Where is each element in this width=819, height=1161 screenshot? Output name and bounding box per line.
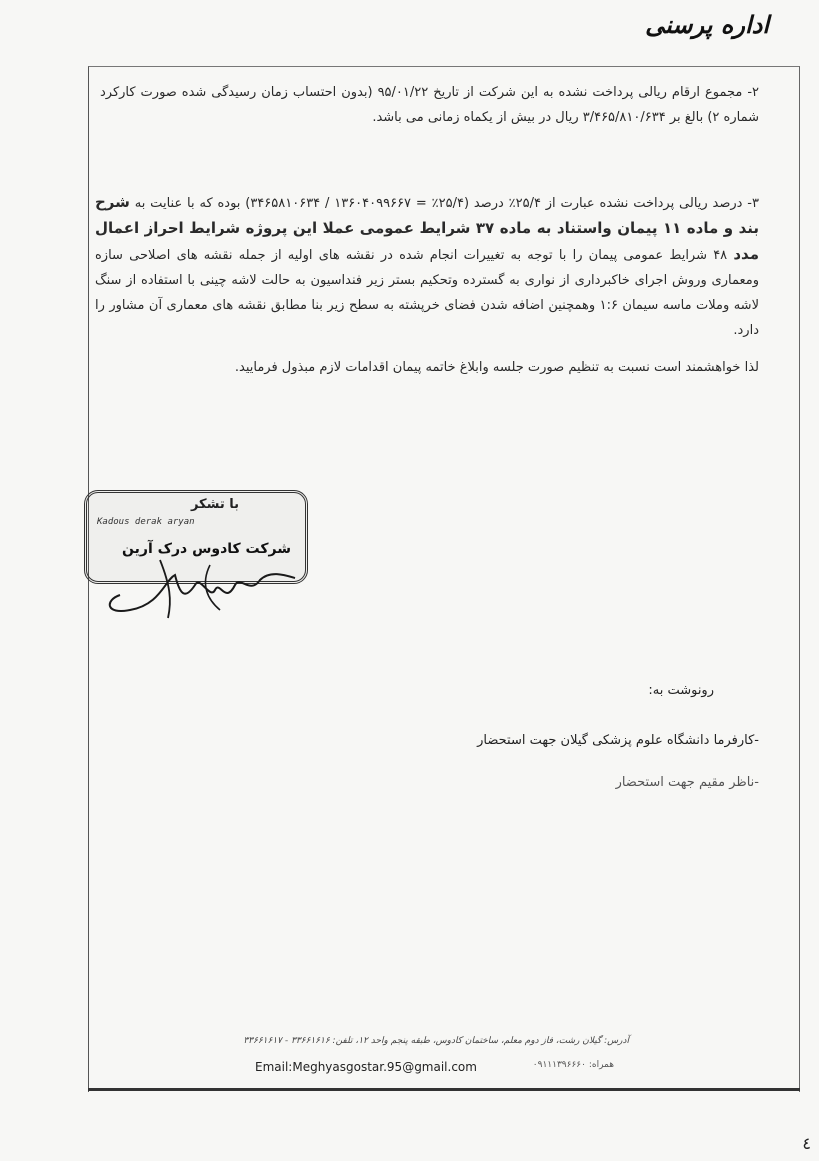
stamp-latin-name: Kadous derak aryan [97, 517, 195, 527]
stamp-thanks: با تشکر [190, 497, 239, 512]
paragraph-percentage-end: ۴۸ شرایط عمومی پیمان را با توجه به تغییرات انجام شده در نقشه های اولیه از جمله نقشه های اصلاحی سازه ومعماری وروش اجرای خاکبرداری از نواری به گسترده وتحکیم بستر زیر فنداسیون به حالت لاشه چینی با استفاده از سنگ لاشه وملات ماسه سیمان ۱:۶ وهمچنین اضافه شدن فضای خرپشته به سطح زیر بنا مطابق نقشه های معماری آن مشاور را دارد. [95, 248, 759, 338]
cc-heading: رونوشت به: [648, 683, 714, 698]
page-number: ٤ [802, 1134, 811, 1153]
handwritten-note: اداره پرسنی [645, 10, 769, 39]
paragraph-percentage [95, 190, 759, 343]
cc-recipient: -کارفرما دانشگاه علوم پزشکی گیلان جهت استحضار [477, 733, 759, 748]
footer-address: آدرس: گیلان رشت، فاز دوم معلم، ساختمان کادوس، طبقه پنجم واحد ۱۲، تلفن: ۳۳۶۶۱۶۱۶ - ۳۳۶۶۱۶۱۷ [243, 1036, 629, 1046]
cc-recipient: -ناظر مقیم جهت استحضار [615, 775, 759, 790]
stamp-company-name: شرکت کادوس درک آرین [122, 541, 291, 557]
footer-email: Email:Meghyasgostar.95@gmail.com [255, 1060, 477, 1074]
footer-phone: همراه: ۰۹۱۱۱۳۹۶۶۶۰ [532, 1060, 614, 1070]
paragraph-request: لذا خواهشمند است نسبت به تنظیم صورت جلسه وابلاغ خاتمه پیمان اقدامات لازم مبذول فرمایید. [234, 360, 759, 375]
paragraph-percentage-start: ۳- درصد ریالی پرداخت نشده عبارت از ۲۵/۴٪ درصد (۲۵/۴٪ = ۱۳۶۰۴۰۹۹۶۶۷ / ۳۴۶۵۸۱۰۶۳۴) بوده که با عنایت به [134, 196, 759, 211]
signature [100, 540, 300, 620]
paragraph-unpaid-amount: ۲- مجموع ارقام ریالی پرداخت نشده به این شرکت از تاریخ ۹۵/۰۱/۲۲ (بدون احتساب زمان رسیدگی شده صورت کارکرد شماره ۲) بالغ بر ۳/۴۶۵/۸۱۰/۶۳۴ ریال در بیش از یکماه زمانی می باشد. [100, 85, 759, 125]
paragraph-percentage-emphasis: شرح بند و ماده ۱۱ پیمان واستناد به ماده ۳۷ شرایط عمومی عملا این پروژه شرایط احراز اعمال مدد [95, 193, 759, 263]
footer-divider [88, 1088, 800, 1091]
